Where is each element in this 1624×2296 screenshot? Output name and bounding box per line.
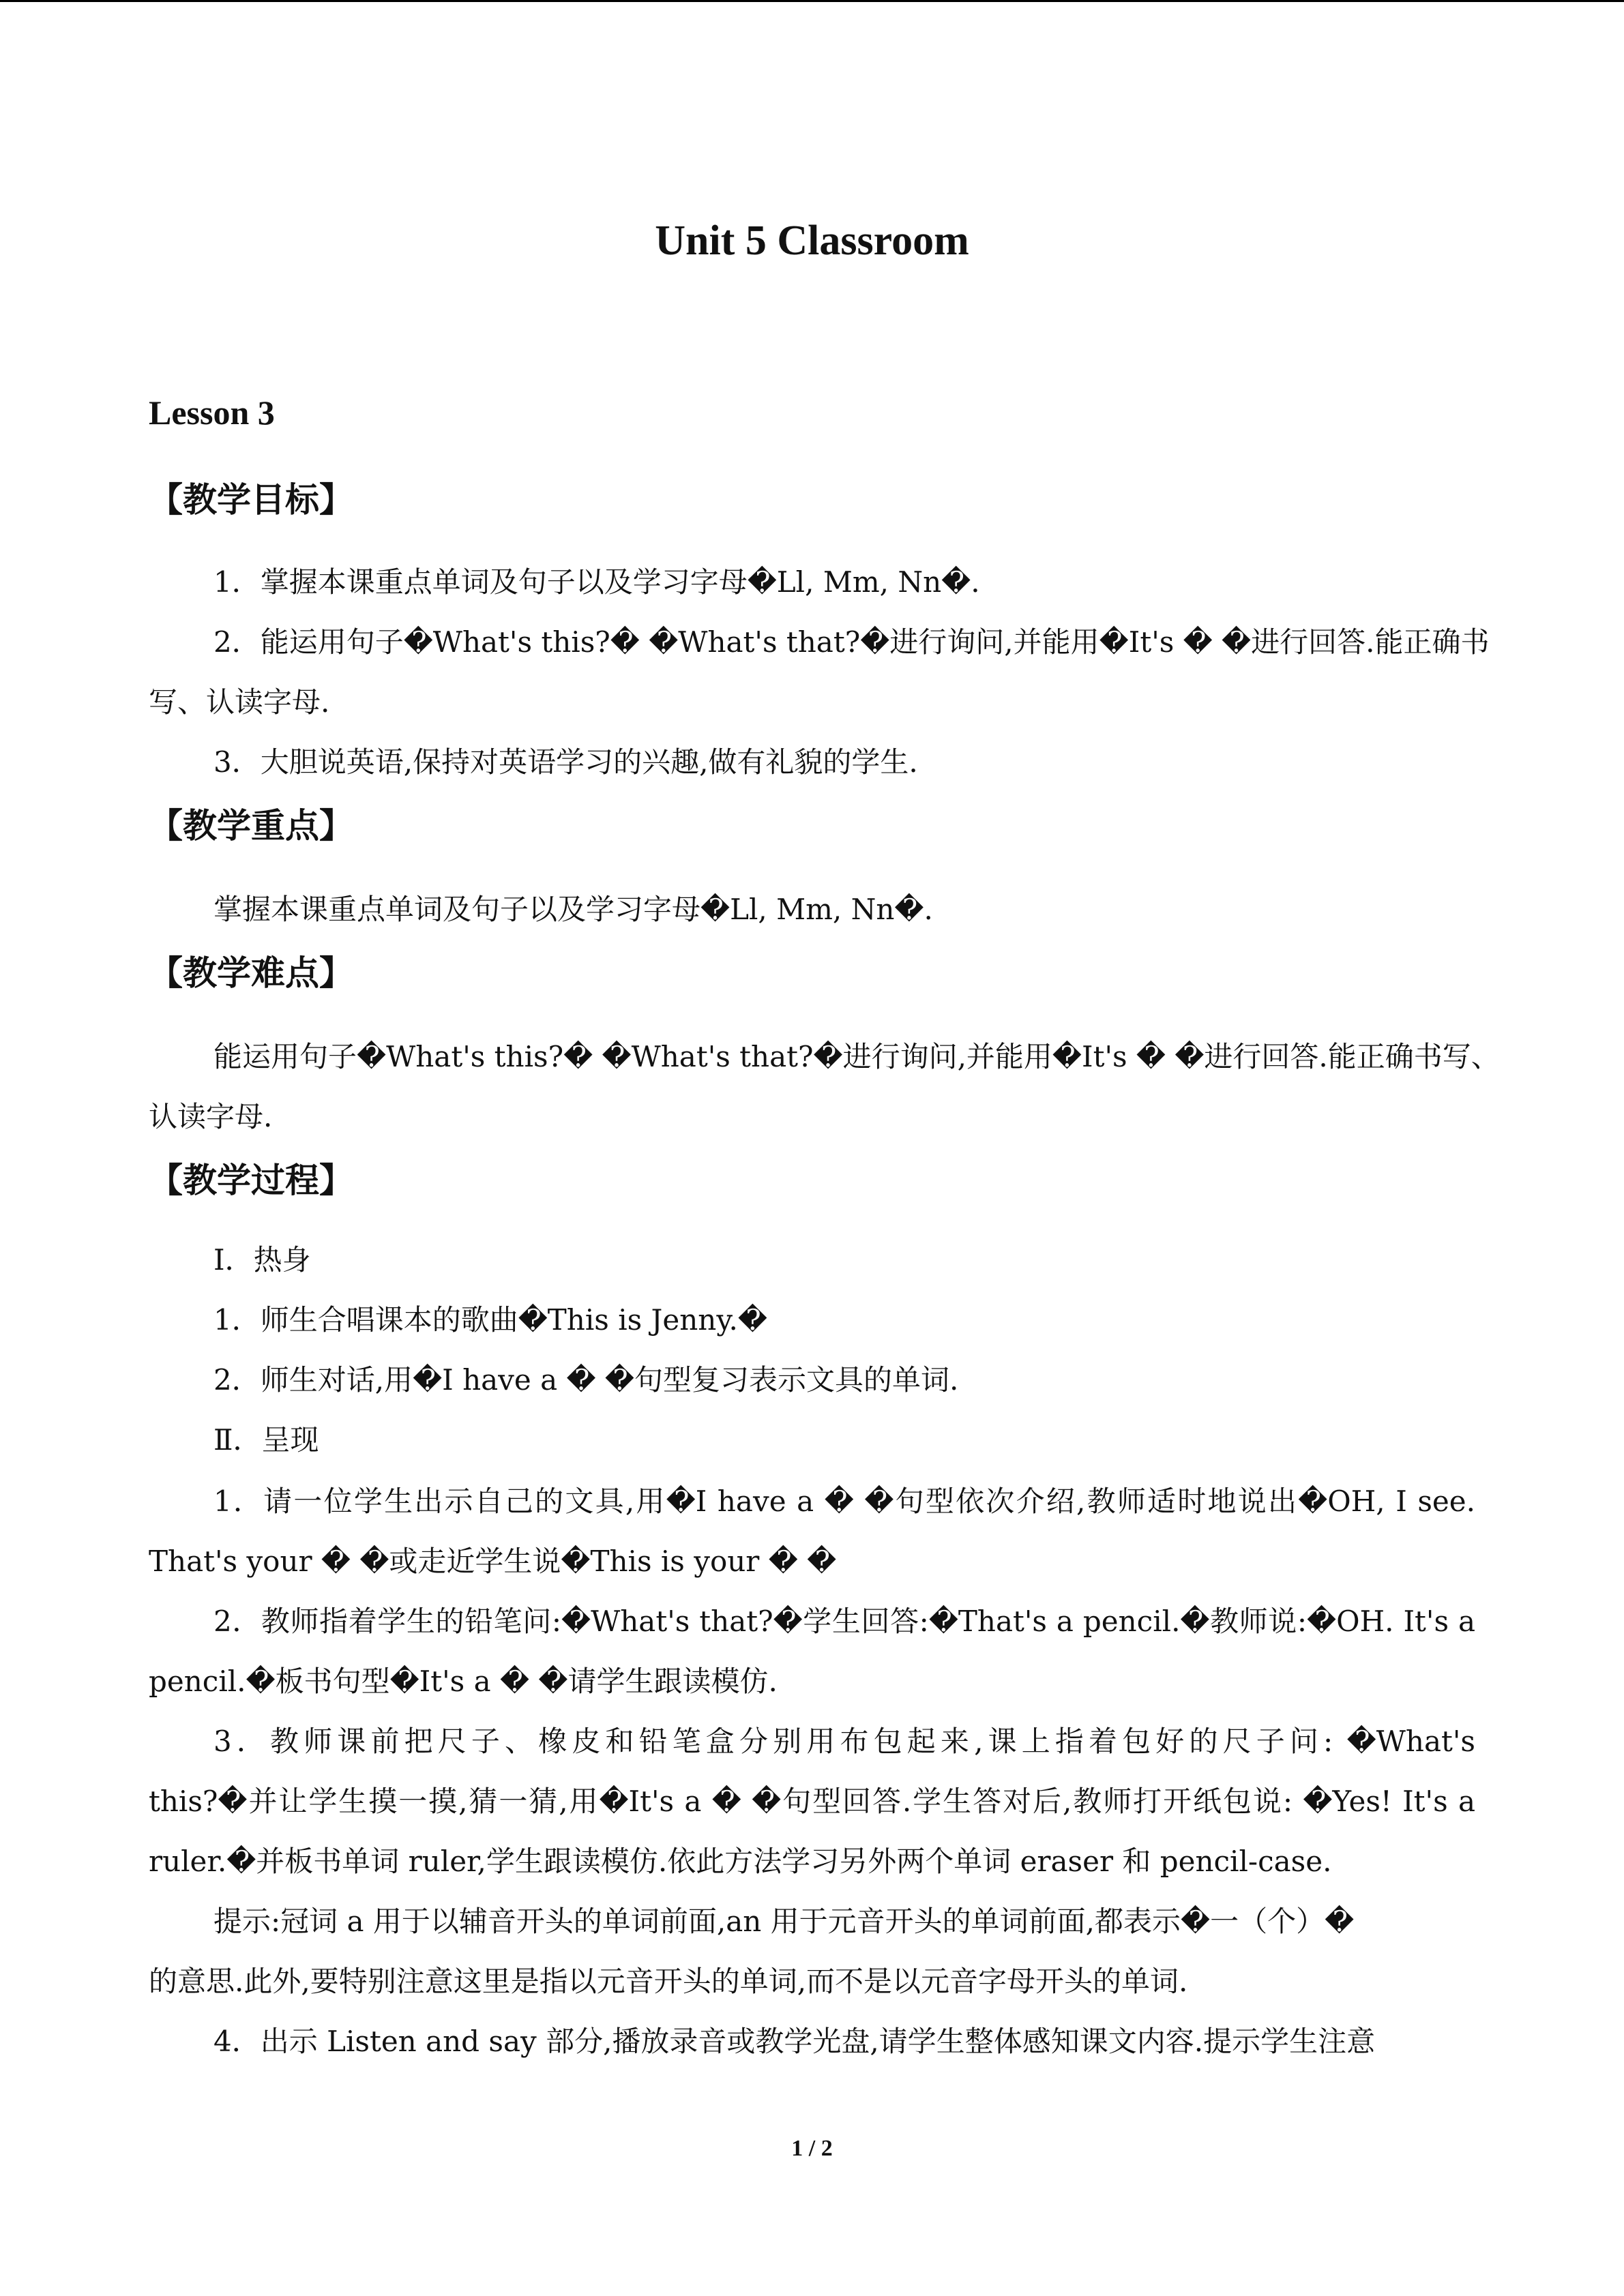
objectives-heading: 【教学目标】	[149, 480, 353, 520]
difficulties-text: 能运用句子�What's this?� �What's that?�进行询问,并能用�It's � �进行回答.能正确书写、	[213, 1040, 1500, 1073]
process-line-continuation: That's your � �或走近学生说�This is your � �	[149, 1545, 837, 1578]
process-tip-continuation: 的意思.此外,要特别注意这里是指以元音开头的单词,而不是以元音字母开头的单词.	[149, 1965, 1188, 1998]
objective-item: 1．掌握本课重点单词及句子以及学习字母�Ll, Mm, Nn�.	[213, 565, 980, 599]
process-line-continuation: this?�并让学生摸一摸,猜一猜,用�It's a � �句型回答.学生答对后,教师打开纸包说: �Yes! It's a	[149, 1785, 1475, 1818]
top-border-line	[0, 0, 1624, 2]
key-points-heading: 【教学重点】	[149, 806, 353, 846]
process-line: 4．出示 Listen and say 部分,播放录音或教学光盘,请学生整体感知课文内容.提示学生注意	[213, 2025, 1376, 2058]
process-line: 3．教师课前把尺子、橡皮和铅笔盒分别用布包起来,课上指着包好的尺子问: �What's	[213, 1725, 1475, 1758]
difficulties-heading: 【教学难点】	[149, 953, 353, 993]
process-subsection: Ⅰ．热身	[213, 1243, 311, 1277]
process-line: 1．师生合唱课本的歌曲�This is Jenny.�	[213, 1303, 767, 1337]
objective-item: 2．能运用句子�What's this?� �What's that?�进行询问,并能用�It's � �进行回答.能正确书	[213, 625, 1490, 659]
lesson-heading: Lesson 3	[149, 393, 275, 432]
process-tip: 提示:冠词 a 用于以辅音开头的单词前面,an 用于元音开头的单词前面,都表示�一（个）�	[213, 1905, 1355, 1938]
process-subsection: Ⅱ．呈现	[213, 1423, 319, 1457]
difficulties-text-continuation: 认读字母.	[149, 1100, 273, 1133]
process-line: 2．师生对话,用�I have a � �句型复习表示文具的单词.	[213, 1363, 959, 1397]
page-number: 1 / 2	[791, 2136, 833, 2161]
document-title: Unit 5 Classroom	[655, 218, 969, 264]
objective-item: 3．大胆说英语,保持对英语学习的兴趣,做有礼貌的学生.	[213, 745, 918, 779]
process-line-continuation: pencil.�板书句型�It's a � �请学生跟读模仿.	[149, 1665, 778, 1698]
objective-item-continuation: 写、认读字母.	[149, 685, 330, 719]
process-line: 1．请一位学生出示自己的文具,用�I have a � �句型依次介绍,教师适时地说出�OH, I see.	[213, 1485, 1475, 1518]
process-line: 2．教师指着学生的铅笔问:�What's that?�学生回答:�That's a pencil.�教师说:�OH. It's a	[213, 1605, 1475, 1638]
process-heading: 【教学过程】	[149, 1161, 353, 1200]
process-line-continuation: ruler.�并板书单词 ruler,学生跟读模仿.依此方法学习另外两个单词 eraser 和 pencil-case.	[149, 1845, 1332, 1878]
key-points-text: 掌握本课重点单词及句子以及学习字母�Ll, Mm, Nn�.	[213, 893, 933, 926]
